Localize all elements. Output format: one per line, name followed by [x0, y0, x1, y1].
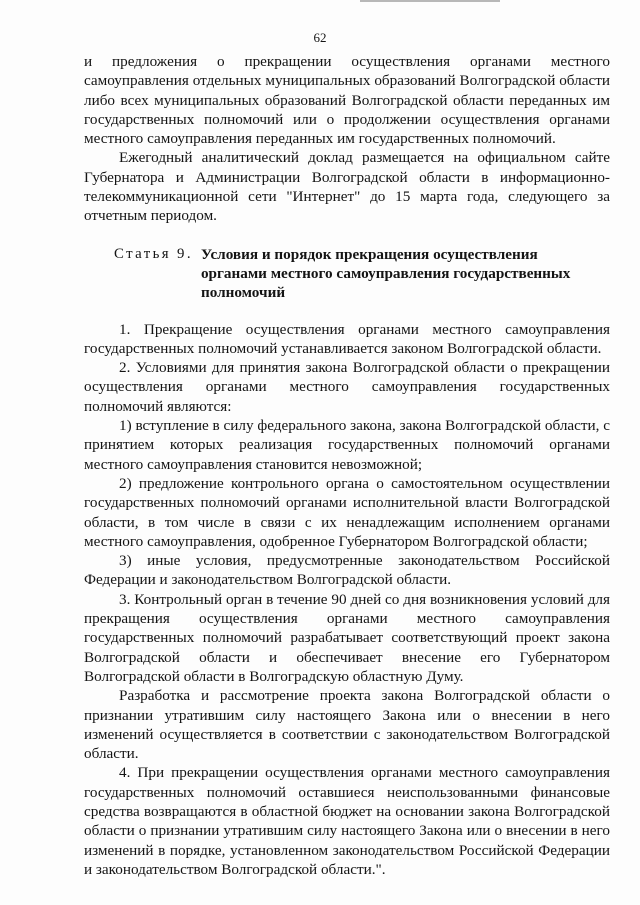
paragraph-2-item-1: 1) вступление в силу федерального закона, закона Волгоградской области, с принятием которых реализация государственных полномочий органами местного самоуправления становится невозможной;: [84, 417, 610, 473]
scan-edge-mark: [360, 0, 500, 2]
page-number: 62: [313, 30, 327, 45]
paragraph-3-continued: Разработка и рассмотрение проекта закона Волгоградской области о признании утратившим силу настоящего Закона или о внесении в него изменений осуществляется в соответствии с законодательством Волгоградской области.: [84, 687, 610, 763]
article-heading: [114, 245, 610, 303]
article-label: Статья 9.: [114, 245, 193, 262]
intro-paragraph-2: Ежегодный аналитический доклад размещается на официальном сайте Губернатора и Администрации Волгоградской области в информационно-телекоммуникационной сети "Интернет" до 15 марта года, следующего за отчетным периодом.: [84, 149, 610, 225]
paragraph-2-item-3: 3) иные условия, предусмотренные законодательством Российской Федерации и законодательством Волгоградской области.: [84, 552, 610, 589]
document-body: [84, 52, 610, 879]
intro-paragraph-1: и предложения о прекращении осуществления органами местного самоуправления отдельных муниципальных образований Волгоградской области либо всех муниципальных образований Волгоградской области переданных им государственных полномочий или о продолжении осуществления органами местного самоуправления переданных им государственных полномочий.: [84, 53, 610, 148]
paragraph-3: 3. Контрольный орган в течение 90 дней со дня возникновения условий для прекращения осуществления органами местного самоуправления государственных полномочий разрабатывает соответствующий проект закона Волгоградской области и обеспечивает внесение его Губернатором Волгоградской области в Волгоградскую областную Думу.: [84, 590, 610, 685]
paragraph-1: 1. Прекращение осуществления органами местного самоуправления государственных полномочий устанавливается законом Волгоградской области.: [84, 320, 610, 357]
paragraph-2: 2. Условиями для принятия закона Волгоградской области о прекращении осуществления органами местного самоуправления государственных полномочий являются:: [84, 359, 610, 415]
paragraph-4: 4. При прекращении осуществления органами местного самоуправления государственных полномочий оставшиеся неиспользованными финансовые средства возвращаются в областной бюджет на основании закона Волгоградской области о признании утратившим силу настоящего Закона или о внесении в него изменений в порядке, установленном законодательством Российской Федерации и законодательством Волгоградской области.".: [84, 764, 610, 878]
paragraph-2-item-2: 2) предложение контрольного органа о самостоятельном осуществлении государственных полномочий органами исполнительной власти Волгоградской области, в том числе в связи с их ненадлежащим исполнением органами местного самоуправления, одобренное Губернатором Волгоградской области;: [84, 474, 610, 550]
article-title: Условия и порядок прекращения осуществления органами местного самоуправления государственных полномочий: [200, 245, 571, 302]
